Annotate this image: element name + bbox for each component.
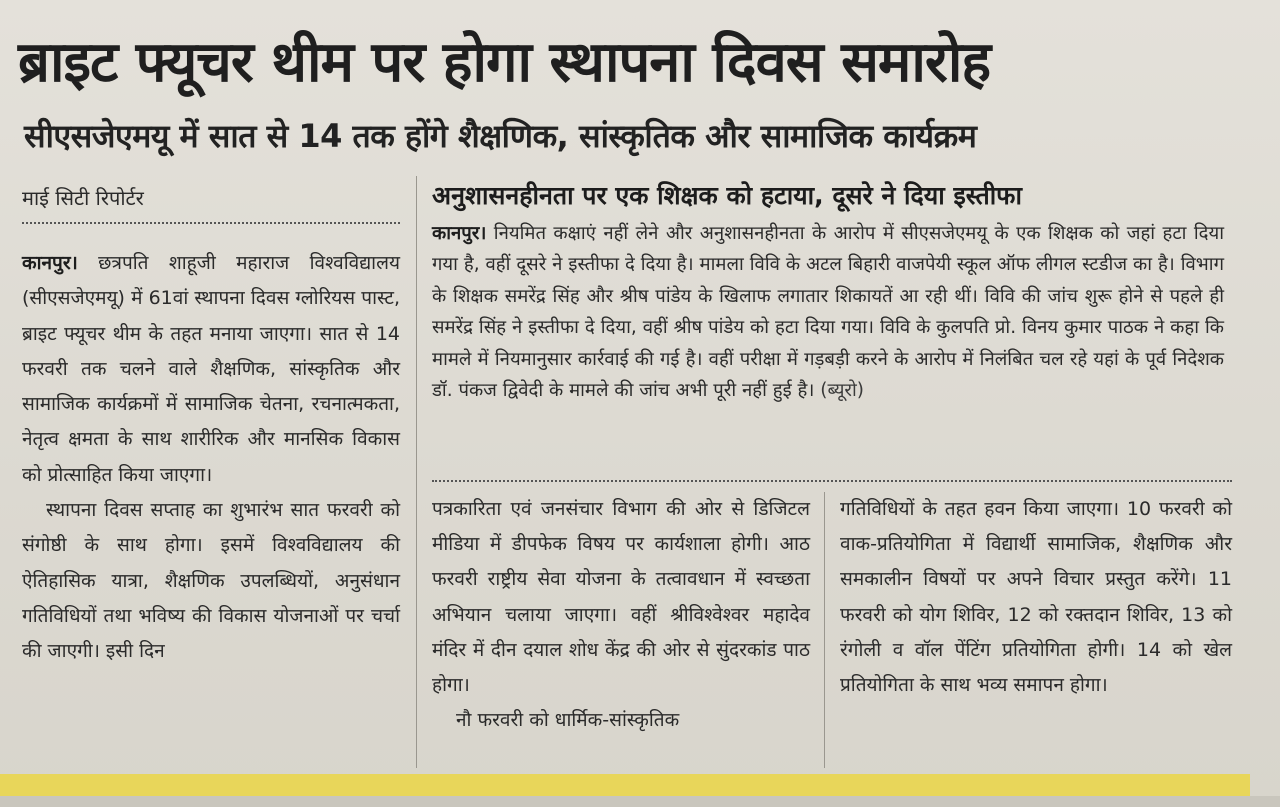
byline: माई सिटी रिपोर्टर bbox=[22, 186, 144, 210]
subheadline: सीएसजेएमयू में सात से 14 तक होंगे शैक्षणिक, सांस्कृतिक और सामाजिक कार्यक्रम bbox=[24, 117, 977, 155]
main-story-column-3 bbox=[840, 492, 1232, 703]
side-story-body bbox=[432, 218, 1224, 406]
page-edge bbox=[0, 796, 1280, 807]
side-story-headline: अनुशासनहीनता पर एक शिक्षक को हटाया, दूसरे ने दिया इस्तीफा bbox=[432, 181, 1022, 210]
main-story-column-1 bbox=[22, 246, 400, 670]
column-divider bbox=[416, 176, 417, 768]
side-story-text: नियमित कक्षाएं नहीं लेने और अनुशासनहीनता के आरोप में सीएसजेएमयू के एक शिक्षक को जहां हटा दिया गया है, वहीं दूसरे ने इस्तीफा दे दिया है। मामला विवि के अटल बिहारी वाजपेयी स्कूल ऑफ लीगल स्टडीज का है। विभाग के शिक्षक समरेंद्र सिंह और श्रीष पांडेय के खिलाफ लगातार शिकायतें आ रही थीं। विवि की जांच शुरू होने से पहले ही समरेंद्र सिंह ने इस्तीफा दे दिया, वहीं श्रीष पांडेय को हटा दिया गया। विवि के कुलपति प्रो. विनय कुमार पाठक ने कहा कि मामले में नियमानुसार कार्रवाई की गई है। वहीं परीक्षा में गड़बड़ी करने के आरोप में निलंबित चल रहे यहां के पूर्व निदेशक डॉ. पंकज द्विवेदी के मामले की जांच अभी पूरी नहीं हुई है। bbox=[432, 223, 1224, 402]
yellow-border-strip bbox=[0, 774, 1250, 796]
main-paragraph-1: कानपुर। छत्रपति शाहूजी महाराज विश्वविद्यालय (सीएसजेएमयू) में 61वां स्थापना दिवस ग्लोरियस पास्ट, ब्राइट फ्यूचर थीम के तहत मनाया जाएगा। सात से 14 फरवरी तक चलने वाले शैक्षणिक, सांस्कृतिक और सामाजिक कार्यक्रमों में सामाजिक चेतना, रचनात्मकता, नेतृत्व क्षमता के साथ शारीरिक और मानसिक विकास को प्रोत्साहित किया जाएगा। bbox=[22, 252, 400, 486]
main-paragraph-4: नौ फरवरी को धार्मिक-सांस्कृतिक bbox=[456, 709, 680, 732]
main-paragraph-3: पत्रकारिता एवं जनसंचार विभाग की ओर से डिजिटल मीडिया में डीपफेक विषय पर कार्यशाला होगी। आठ फरवरी राष्ट्रीय सेवा योजना के तत्वावधान में स्वच्छता अभियान चलाया जाएगा। वहीं श्रीविश्वेश्वर महादेव मंदिर में दीन दयाल शोध केंद्र की ओर से सुंदरकांड पाठ होगा। bbox=[432, 498, 810, 697]
main-headline: ब्राइट फ्यूचर थीम पर होगा स्थापना दिवस समारोह bbox=[18, 30, 991, 95]
side-dateline: कानपुर। bbox=[432, 223, 487, 244]
side-story-credit: (ब्यूरो) bbox=[820, 380, 865, 402]
side-story-divider bbox=[432, 480, 1232, 482]
byline-divider bbox=[22, 222, 400, 224]
main-story-column-2 bbox=[432, 492, 810, 738]
inner-column-divider bbox=[824, 492, 825, 768]
dateline: कानपुर। bbox=[22, 252, 78, 274]
main-paragraph-5: गतिविधियों के तहत हवन किया जाएगा। 10 फरवरी को वाक-प्रतियोगिता में विद्यार्थी सामाजिक, शैक्षणिक और समकालीन विषयों पर अपने विचार प्रस्तुत करेंगे। 11 फरवरी को योग शिविर, 12 को रक्तदान शिविर, 13 को रंगोली व वॉल पेंटिंग प्रतियोगिता होगी। 14 को खेल प्रतियोगिता के साथ भव्य समापन होगा। bbox=[840, 498, 1232, 697]
main-paragraph-2: स्थापना दिवस सप्ताह का शुभारंभ सात फरवरी को संगोष्ठी के साथ होगा। इसमें विश्वविद्यालय की ऐतिहासिक यात्रा, शैक्षणिक उपलब्धियों, अनुसंधान गतिविधियों तथा भविष्य की विकास योजनाओं पर चर्चा की जाएगी। इसी दिन bbox=[22, 499, 400, 663]
